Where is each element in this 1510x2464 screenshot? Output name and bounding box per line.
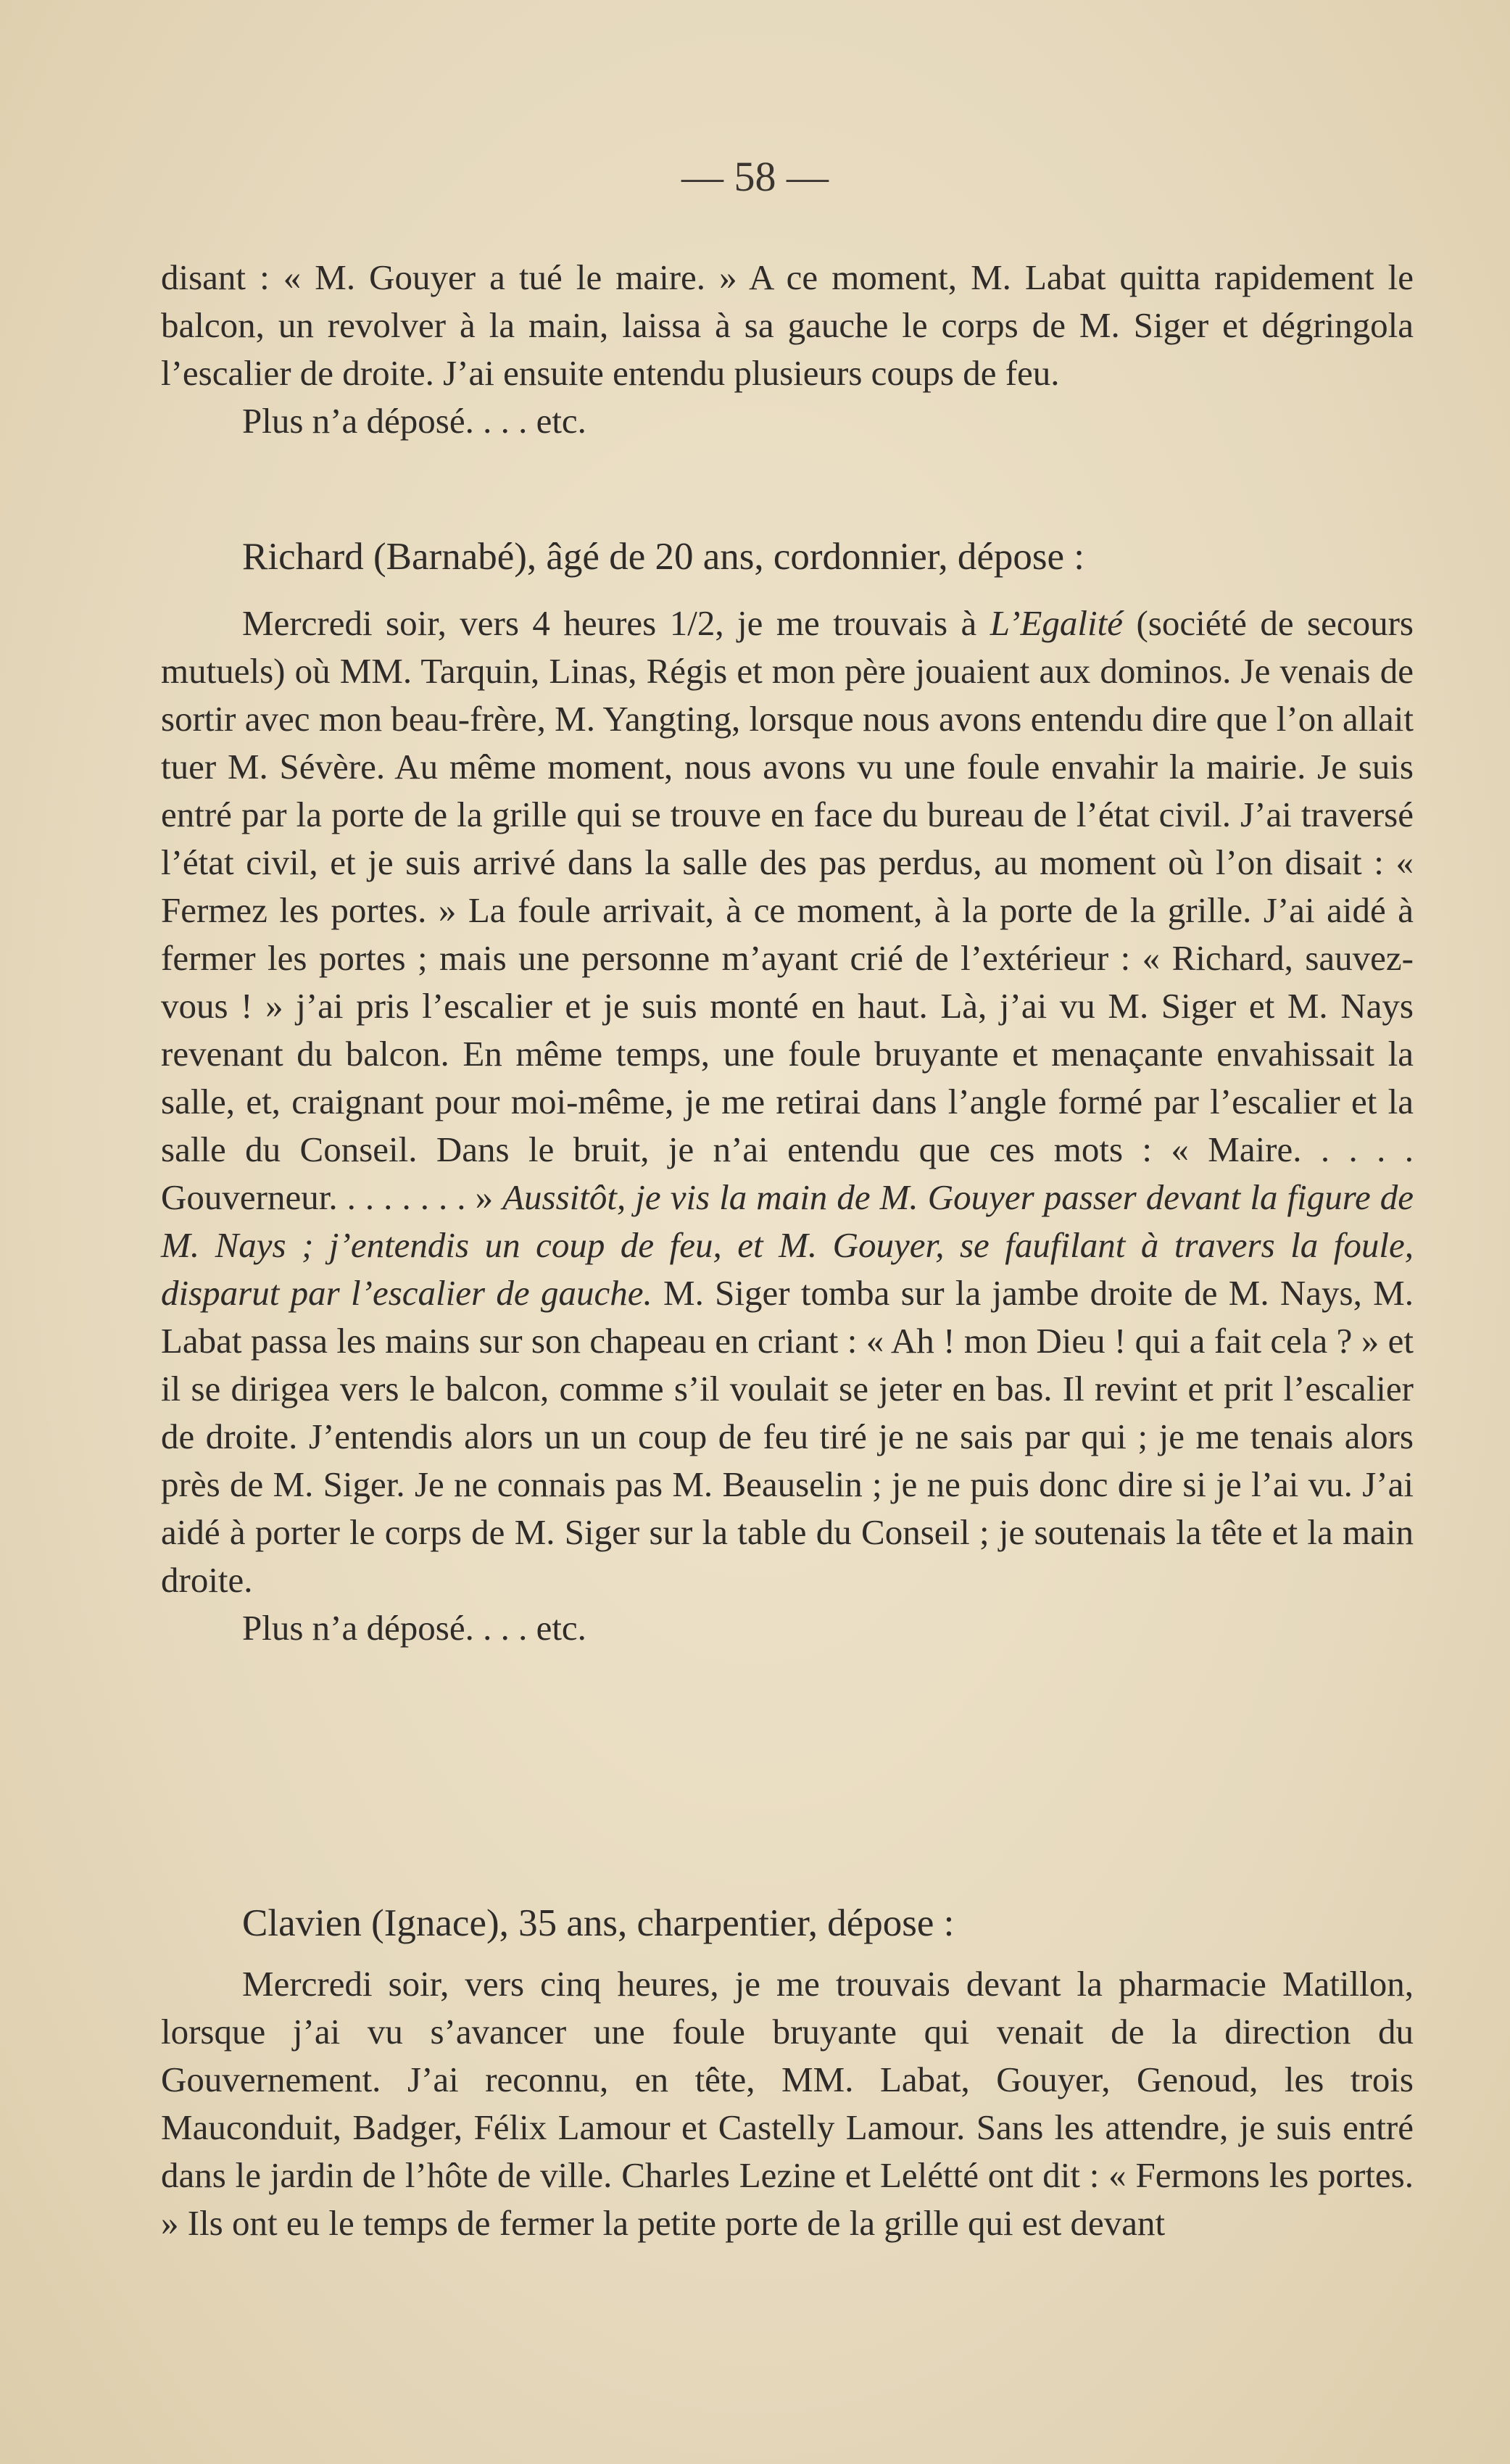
society-name: L’Egalité (990, 603, 1124, 643)
closing-formula: Plus n’a déposé. . . . etc. (242, 401, 586, 441)
page-number: — 58 — (681, 153, 829, 200)
richard-testimony (161, 533, 1414, 1652)
text-run: Mercredi soir, vers 4 heures 1/2, je me trouvais à (242, 603, 990, 643)
text-run: M. Siger tomba sur la jambe droite de M. Nays, M. Labat passa les mains sur son chapeau en criant : « Ah ! mon Dieu ! qui a fait cela ? » et il se dirigea vers le balcon, comme s’il voulait se jeter en bas. Il revint et prit l’escalier de droite. J’entendis alors un un coup de feu tiré je ne sais par qui ; je me tenais alors près de M. Siger. Je ne connais pas M. Beauselin ; je ne puis donc dire si je l’ai vu. J’ai aidé à porter le corps de M. Siger sur la table du Conseil ; je soutenais la tête et la main droite. (161, 1273, 1414, 1600)
closing-formula: Plus n’a déposé. . . . etc. (242, 1608, 586, 1648)
clavien-testimony (161, 1899, 1414, 2247)
paragraph: disant : « M. Gouyer a tué le maire. » A ce moment, M. Labat quitta rapidement le balcon, un revolver à la main, laissa à sa gauche le corps de M. Siger et dégringola l’escalier de droite. J’ai ensuite entendu plusieurs coups de feu. (161, 257, 1414, 393)
paragraph (161, 600, 1414, 1604)
italic-passage: Aussitôt, je vis la main de M. Gouyer passer devant la figure de M. Nays ; j’entendis un coup de feu, et M. Gouyer, se faufilant à travers la foule, disparut par l’escalier de gauche. (161, 1177, 1414, 1313)
paragraph: Mercredi soir, vers cinq heures, je me trouvais devant la pharmacie Matillon, lorsque j’ai vu s’avancer une foule bruyante qui venait de la direction du Gouvernement. J’ai reconnu, en tête, MM. Labat, Gouyer, Genoud, les trois Mauconduit, Badger, Félix Lamour et Castelly Lamour. Sans les attendre, je suis entré dans le jardin de l’hôte de ville. Charles Lezine et Lelétté ont dit : « Fermons les portes. » Ils ont eu le temps de fermer la petite porte de la grille qui est devant (161, 1964, 1414, 2243)
text-run: (société de secours mutuels) où MM. Tarquin, Linas, Régis et mon père jouaient aux dominos. Je venais de sortir avec mon beau-frère, M. Yangting, lorsque nous avons entendu dire que l’on allait tuer M. Sévère. Au même moment, nous avons vu une foule envahir la mairie. Je suis entré par la porte de la grille qui se trouve en face du bureau de l’état civil. J’ai traversé l’état civil, et je suis arrivé dans la salle des pas perdus, au moment où l’on disait : « Fermez les portes. » La foule arrivait, à ce moment, à la porte de la grille. J’ai aidé à fermer les portes ; mais une personne m’ayant crié de l’extérieur : « Richard, sauvez-vous ! » j’ai pris l’escalier et je suis monté en haut. Là, j’ai vu M. Siger et M. Nays revenant du balcon. En même temps, une foule bruyante et menaçante envahissait la salle, et, craignant pour moi-même, je me retirai dans l’angle formé par l’escalier et la salle du Conseil. Dans le bruit, je n’ai entendu que ces mots : « Maire. . . . . Gouverneur. . . . . . . . » (161, 603, 1414, 1217)
witness-heading: Richard (Barnabé), âgé de 20 ans, cordonnier, dépose : (242, 536, 1084, 578)
gouyer-testimony-end (161, 254, 1414, 445)
witness-heading: Clavien (Ignace), 35 ans, charpentier, dépose : (242, 1902, 955, 1944)
